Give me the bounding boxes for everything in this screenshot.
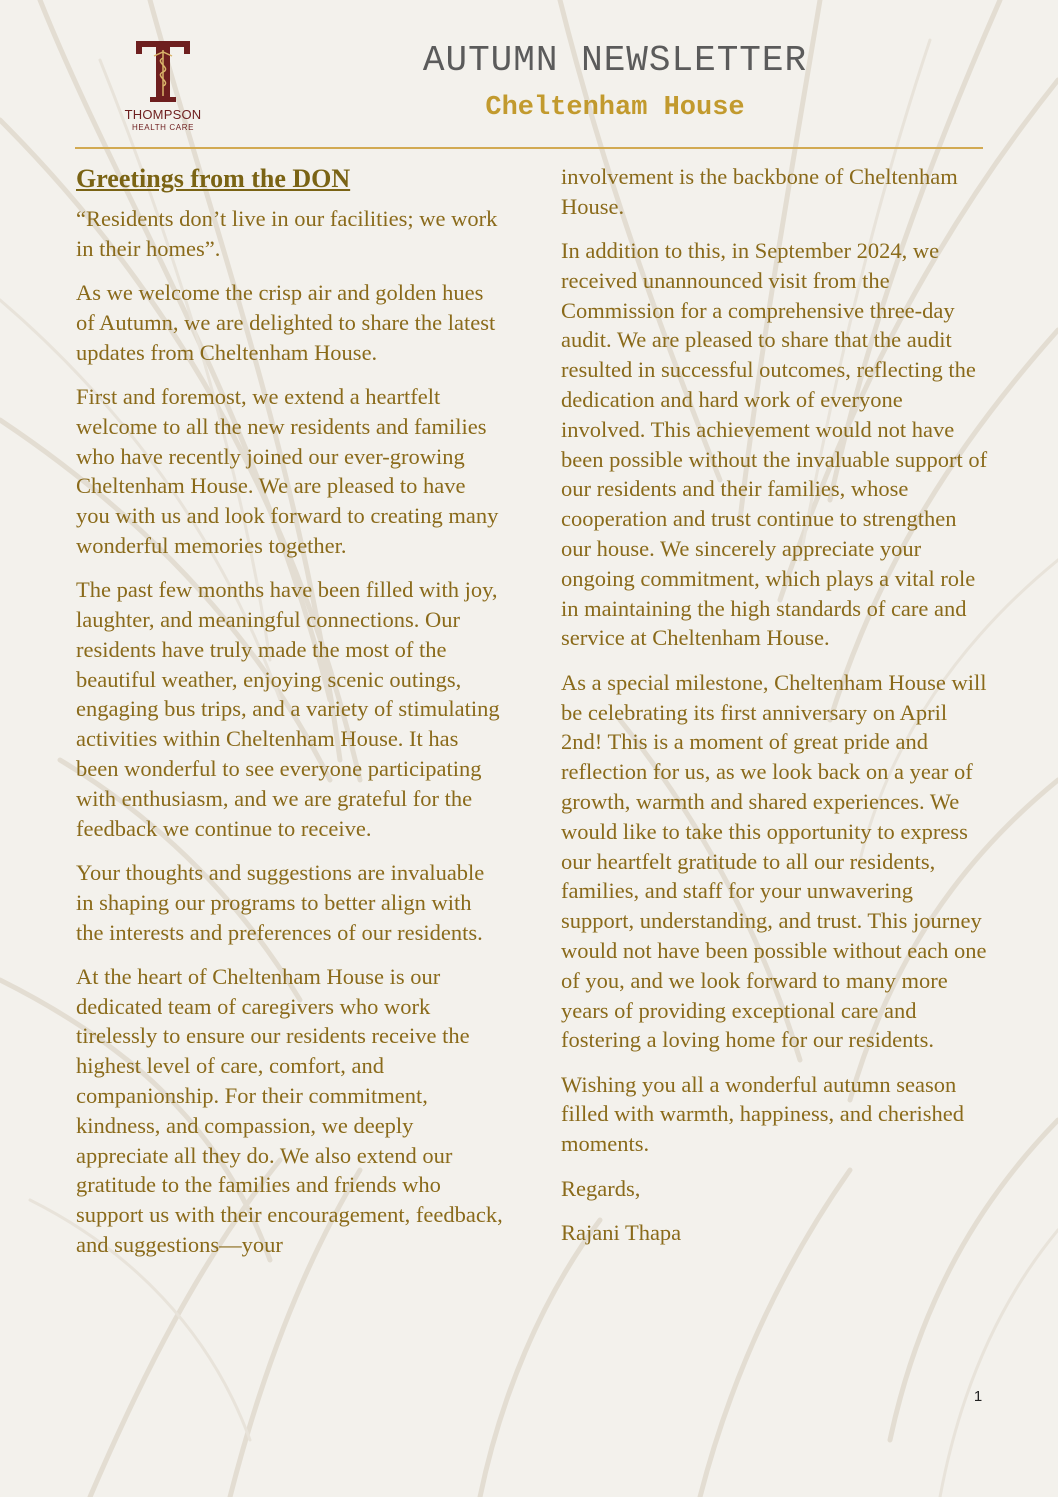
paragraph: “Residents don’t live in our facilities; we work in their homes”.: [76, 206, 498, 261]
left-column: [76, 162, 504, 1274]
logo-company-name: THOMPSON: [124, 107, 202, 122]
paragraph: In addition to this, in September 2024, we received unannounced visit from the Commission for a comprehensive three-day audit. We are pleased to share that the audit resulted in successful outcomes, reflecting the dedication and hard work of everyone involved. This achievement would not have been possible without the invaluable support of our residents and their families, whose cooperation and trust continue to strengthen our house. We sincerely appreciate your ongoing commitment, which plays a vital role in maintaining the high standards of care and service at Cheltenham House.: [561, 238, 988, 651]
article-heading: Greetings from the DON: [76, 164, 351, 193]
paragraph: At the heart of Cheltenham House is our dedicated team of caregivers who work tirelessly to ensure our residents receive the highest level of care, comfort, and companionship. For their commitment, kindness, and compassion, we deeply appreciate all they do. We also extend our gratitude to the families and friends who support us with their encouragement, feedback, and suggestions—your: [76, 963, 503, 1257]
sign-off: Regards,: [561, 1175, 641, 1201]
paragraph: involvement is the backbone of Cheltenham House.: [561, 164, 958, 219]
paragraph: The past few months have been filled with joy, laughter, and meaningful connections. Our residents have truly made the most of the beautiful weather, enjoying scenic outings, engaging bus trips, and a variety of stimulating activities within Cheltenham House. It has been wonderful to see everyone participating with enthusiasm, and we are grateful for the feedback we continue to receive.: [76, 577, 500, 841]
newsletter-subtitle: Cheltenham House: [485, 93, 745, 123]
paragraph: First and foremost, we extend a heartfelt welcome to all the new residents and families who have recently joined our ever-growing Cheltenham House. We are pleased to have you with us and look forward to creating many wonderful memories together.: [76, 383, 499, 558]
paragraph: Wishing you all a wonderful autumn season filled with warmth, happiness, and cherished moments.: [561, 1071, 965, 1157]
page-number: 1: [973, 1388, 983, 1405]
author-name: Rajani Thapa: [561, 1219, 682, 1245]
company-logo: [112, 38, 214, 134]
logo-company-tagline: HEALTH CARE: [131, 123, 195, 132]
right-column: [561, 162, 989, 1262]
logo-t-emblem-icon: [134, 38, 192, 104]
paragraph: As we welcome the crisp air and golden hues of Autumn, we are delighted to share the latest updates from Cheltenham House.: [76, 280, 496, 365]
newsletter-title: AUTUMN NEWSLETTER: [422, 40, 808, 81]
paragraph: As a special milestone, Cheltenham House will be celebrating its first anniversary on April 2nd! This is a moment of great pride and reflection for us, as we look back on a year of growth, warmth and shared experiences. We would like to take this opportunity to express our heartfelt gratitude to all our residents, families, and staff for your unwavering support, understanding, and trust. This journey would not have been possible without each one of you, and we look forward to many more years of providing exceptional care and fostering a loving home for our residents.: [561, 669, 987, 1053]
paragraph: Your thoughts and suggestions are invaluable in shaping our programs to better align with the interests and preferences of our residents.: [76, 859, 485, 945]
header-divider: [75, 147, 983, 149]
